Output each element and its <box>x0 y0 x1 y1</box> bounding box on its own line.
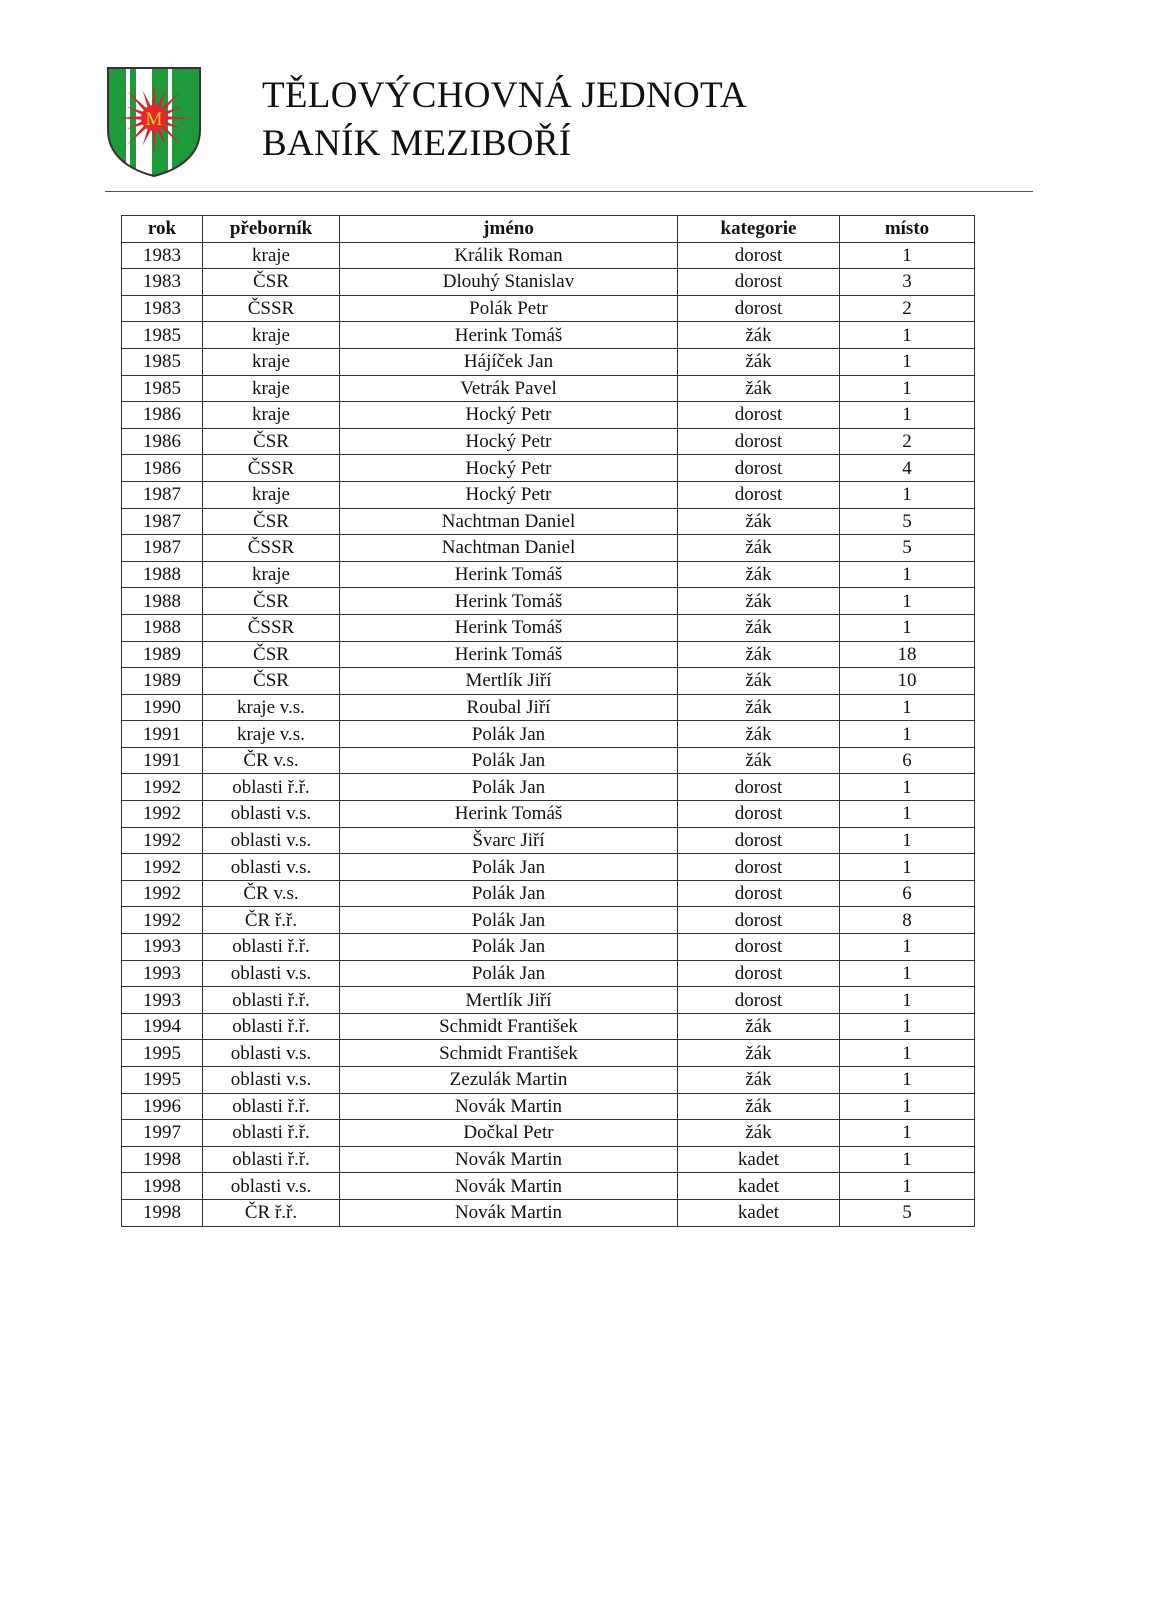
cell-prebornik: oblasti ř.ř. <box>203 774 340 801</box>
table-row <box>122 1146 975 1173</box>
cell-kategorie: dorost <box>678 987 840 1014</box>
cell-prebornik: kraje <box>203 322 340 349</box>
table-row <box>122 375 975 402</box>
table-row <box>122 1120 975 1147</box>
cell-jmeno: Polák Jan <box>340 854 678 881</box>
cell-prebornik: ČSSR <box>203 295 340 322</box>
table-row <box>122 295 975 322</box>
cell-kategorie: dorost <box>678 295 840 322</box>
table-row <box>122 535 975 562</box>
cell-misto: 1 <box>840 588 975 615</box>
table-header-row <box>122 216 975 243</box>
cell-prebornik: ČSSR <box>203 455 340 482</box>
cell-rok: 1992 <box>122 907 203 934</box>
cell-kategorie: žák <box>678 1040 840 1067</box>
cell-jmeno: Schmidt František <box>340 1040 678 1067</box>
cell-kategorie: dorost <box>678 960 840 987</box>
cell-jmeno: Hocký Petr <box>340 402 678 429</box>
table-row <box>122 774 975 801</box>
cell-prebornik: ČR v.s. <box>203 880 340 907</box>
table-row <box>122 242 975 269</box>
cell-prebornik: oblasti ř.ř. <box>203 1146 340 1173</box>
column-header-prebornik: přeborník <box>203 216 340 243</box>
cell-kategorie: dorost <box>678 854 840 881</box>
cell-jmeno: Hocký Petr <box>340 428 678 455</box>
cell-misto: 1 <box>840 561 975 588</box>
table-row <box>122 880 975 907</box>
cell-misto: 4 <box>840 455 975 482</box>
cell-misto: 1 <box>840 987 975 1014</box>
table-row <box>122 1013 975 1040</box>
cell-prebornik: oblasti ř.ř. <box>203 1120 340 1147</box>
cell-prebornik: ČSR <box>203 269 340 296</box>
cell-misto: 1 <box>840 1093 975 1120</box>
title-line-2: BANÍK MEZIBOŘÍ <box>262 123 572 164</box>
cell-misto: 3 <box>840 269 975 296</box>
cell-jmeno: Mertlík Jiří <box>340 987 678 1014</box>
cell-rok: 1994 <box>122 1013 203 1040</box>
cell-prebornik: oblasti v.s. <box>203 1067 340 1094</box>
cell-jmeno: Polák Jan <box>340 960 678 987</box>
cell-rok: 1989 <box>122 668 203 695</box>
table-row <box>122 402 975 429</box>
cell-rok: 1987 <box>122 535 203 562</box>
cell-rok: 1983 <box>122 242 203 269</box>
cell-jmeno: Polák Jan <box>340 747 678 774</box>
cell-jmeno: Schmidt František <box>340 1013 678 1040</box>
cell-misto: 18 <box>840 641 975 668</box>
table-row <box>122 481 975 508</box>
cell-misto: 1 <box>840 375 975 402</box>
table-row <box>122 987 975 1014</box>
cell-jmeno: Nachtman Daniel <box>340 535 678 562</box>
cell-kategorie: kadet <box>678 1199 840 1226</box>
cell-jmeno: Mertlík Jiří <box>340 668 678 695</box>
cell-misto: 1 <box>840 960 975 987</box>
cell-rok: 1989 <box>122 641 203 668</box>
cell-misto: 1 <box>840 774 975 801</box>
cell-jmeno: Polák Jan <box>340 880 678 907</box>
cell-misto: 1 <box>840 322 975 349</box>
cell-misto: 1 <box>840 1013 975 1040</box>
cell-kategorie: dorost <box>678 907 840 934</box>
table-row <box>122 614 975 641</box>
cell-prebornik: oblasti v.s. <box>203 1040 340 1067</box>
table-row <box>122 854 975 881</box>
page-header <box>262 72 747 168</box>
table-row <box>122 348 975 375</box>
table-row <box>122 934 975 961</box>
results-table-body <box>122 242 975 1226</box>
cell-misto: 1 <box>840 402 975 429</box>
cell-prebornik: ČSR <box>203 428 340 455</box>
cell-kategorie: žák <box>678 1120 840 1147</box>
cell-prebornik: kraje v.s. <box>203 721 340 748</box>
table-row <box>122 1173 975 1200</box>
cell-rok: 1983 <box>122 269 203 296</box>
cell-prebornik: ČSSR <box>203 535 340 562</box>
table-row <box>122 641 975 668</box>
column-header-kategorie: kategorie <box>678 216 840 243</box>
table-row <box>122 960 975 987</box>
cell-kategorie: žák <box>678 535 840 562</box>
results-table <box>121 215 975 1227</box>
cell-misto: 10 <box>840 668 975 695</box>
table-row <box>122 694 975 721</box>
cell-prebornik: ČSR <box>203 668 340 695</box>
cell-jmeno: Herink Tomáš <box>340 614 678 641</box>
cell-misto: 5 <box>840 508 975 535</box>
cell-jmeno: Hájíček Jan <box>340 348 678 375</box>
cell-jmeno: Herink Tomáš <box>340 588 678 615</box>
table-row <box>122 508 975 535</box>
cell-kategorie: kadet <box>678 1173 840 1200</box>
cell-jmeno: Herink Tomáš <box>340 561 678 588</box>
cell-prebornik: ČSR <box>203 588 340 615</box>
cell-prebornik: ČR ř.ř. <box>203 1199 340 1226</box>
cell-jmeno: Hocký Petr <box>340 455 678 482</box>
cell-prebornik: kraje <box>203 242 340 269</box>
cell-misto: 6 <box>840 880 975 907</box>
cell-rok: 1987 <box>122 508 203 535</box>
cell-prebornik: kraje <box>203 375 340 402</box>
cell-rok: 1993 <box>122 934 203 961</box>
table-row <box>122 1199 975 1226</box>
table-row <box>122 721 975 748</box>
cell-rok: 1998 <box>122 1173 203 1200</box>
cell-jmeno: Králik Roman <box>340 242 678 269</box>
cell-misto: 1 <box>840 1040 975 1067</box>
cell-rok: 1987 <box>122 481 203 508</box>
cell-jmeno: Polák Jan <box>340 721 678 748</box>
table-row <box>122 907 975 934</box>
cell-prebornik: oblasti v.s. <box>203 1173 340 1200</box>
cell-kategorie: dorost <box>678 428 840 455</box>
cell-jmeno: Polák Jan <box>340 907 678 934</box>
cell-misto: 5 <box>840 1199 975 1226</box>
cell-rok: 1983 <box>122 295 203 322</box>
cell-prebornik: oblasti ř.ř. <box>203 987 340 1014</box>
cell-rok: 1985 <box>122 322 203 349</box>
cell-kategorie: žák <box>678 1093 840 1120</box>
club-coat-of-arms-logo <box>106 66 202 178</box>
cell-misto: 1 <box>840 854 975 881</box>
cell-rok: 1995 <box>122 1040 203 1067</box>
cell-prebornik: oblasti ř.ř. <box>203 1013 340 1040</box>
cell-kategorie: dorost <box>678 880 840 907</box>
cell-kategorie: žák <box>678 1013 840 1040</box>
cell-misto: 1 <box>840 1120 975 1147</box>
cell-rok: 1986 <box>122 428 203 455</box>
cell-jmeno: Roubal Jiří <box>340 694 678 721</box>
cell-jmeno: Novák Martin <box>340 1199 678 1226</box>
cell-rok: 1991 <box>122 747 203 774</box>
cell-rok: 1986 <box>122 455 203 482</box>
cell-prebornik: ČR ř.ř. <box>203 907 340 934</box>
cell-misto: 5 <box>840 535 975 562</box>
table-row <box>122 668 975 695</box>
cell-kategorie: žák <box>678 721 840 748</box>
cell-jmeno: Zezulák Martin <box>340 1067 678 1094</box>
table-row <box>122 322 975 349</box>
cell-rok: 1992 <box>122 854 203 881</box>
cell-kategorie: žák <box>678 375 840 402</box>
cell-prebornik: kraje <box>203 481 340 508</box>
cell-rok: 1985 <box>122 375 203 402</box>
title-line-1: TĚLOVÝCHOVNÁ JEDNOTA <box>262 75 748 116</box>
cell-jmeno: Herink Tomáš <box>340 801 678 828</box>
table-row <box>122 801 975 828</box>
cell-rok: 1992 <box>122 880 203 907</box>
cell-misto: 1 <box>840 348 975 375</box>
cell-kategorie: žák <box>678 1067 840 1094</box>
cell-rok: 1995 <box>122 1067 203 1094</box>
cell-prebornik: kraje <box>203 402 340 429</box>
cell-jmeno: Novák Martin <box>340 1146 678 1173</box>
cell-rok: 1991 <box>122 721 203 748</box>
table-row <box>122 588 975 615</box>
table-row <box>122 827 975 854</box>
cell-kategorie: dorost <box>678 455 840 482</box>
cell-kategorie: dorost <box>678 934 840 961</box>
cell-kategorie: žák <box>678 694 840 721</box>
cell-prebornik: oblasti v.s. <box>203 854 340 881</box>
table-row <box>122 1067 975 1094</box>
column-header-jmeno: jméno <box>340 216 678 243</box>
cell-prebornik: oblasti ř.ř. <box>203 934 340 961</box>
cell-jmeno: Nachtman Daniel <box>340 508 678 535</box>
cell-jmeno: Dočkal Petr <box>340 1120 678 1147</box>
cell-rok: 1998 <box>122 1199 203 1226</box>
cell-kategorie: žák <box>678 561 840 588</box>
cell-kategorie: dorost <box>678 774 840 801</box>
table-row <box>122 1093 975 1120</box>
column-header-rok: rok <box>122 216 203 243</box>
cell-jmeno: Vetrák Pavel <box>340 375 678 402</box>
cell-prebornik: ČSR <box>203 641 340 668</box>
cell-misto: 6 <box>840 747 975 774</box>
cell-prebornik: oblasti v.s. <box>203 801 340 828</box>
table-row <box>122 428 975 455</box>
cell-jmeno: Herink Tomáš <box>340 641 678 668</box>
table-row <box>122 747 975 774</box>
cell-prebornik: kraje <box>203 561 340 588</box>
logo-letter: M <box>145 109 163 130</box>
cell-prebornik: kraje <box>203 348 340 375</box>
cell-kategorie: dorost <box>678 269 840 296</box>
cell-kategorie: dorost <box>678 242 840 269</box>
cell-kategorie: žák <box>678 747 840 774</box>
cell-rok: 1993 <box>122 987 203 1014</box>
cell-rok: 1997 <box>122 1120 203 1147</box>
cell-prebornik: ČSSR <box>203 614 340 641</box>
cell-rok: 1988 <box>122 561 203 588</box>
cell-prebornik: ČSR <box>203 508 340 535</box>
cell-jmeno: Polák Petr <box>340 295 678 322</box>
cell-misto: 1 <box>840 721 975 748</box>
cell-misto: 1 <box>840 481 975 508</box>
cell-rok: 1998 <box>122 1146 203 1173</box>
cell-jmeno: Švarc Jiří <box>340 827 678 854</box>
cell-rok: 1988 <box>122 588 203 615</box>
cell-rok: 1985 <box>122 348 203 375</box>
cell-jmeno: Novák Martin <box>340 1173 678 1200</box>
cell-misto: 1 <box>840 242 975 269</box>
cell-rok: 1986 <box>122 402 203 429</box>
cell-misto: 1 <box>840 827 975 854</box>
cell-misto: 1 <box>840 1173 975 1200</box>
cell-kategorie: žák <box>678 614 840 641</box>
cell-rok: 1990 <box>122 694 203 721</box>
cell-kategorie: žák <box>678 588 840 615</box>
cell-prebornik: ČR v.s. <box>203 747 340 774</box>
cell-kategorie: žák <box>678 641 840 668</box>
cell-misto: 1 <box>840 801 975 828</box>
cell-prebornik: kraje v.s. <box>203 694 340 721</box>
cell-kategorie: dorost <box>678 801 840 828</box>
cell-kategorie: žák <box>678 348 840 375</box>
cell-kategorie: žák <box>678 322 840 349</box>
cell-misto: 1 <box>840 694 975 721</box>
cell-kategorie: žák <box>678 508 840 535</box>
cell-rok: 1988 <box>122 614 203 641</box>
cell-prebornik: oblasti ř.ř. <box>203 1093 340 1120</box>
cell-rok: 1992 <box>122 801 203 828</box>
cell-jmeno: Hocký Petr <box>340 481 678 508</box>
cell-jmeno: Polák Jan <box>340 934 678 961</box>
cell-prebornik: oblasti v.s. <box>203 960 340 987</box>
cell-rok: 1992 <box>122 827 203 854</box>
cell-rok: 1993 <box>122 960 203 987</box>
table-row <box>122 561 975 588</box>
cell-jmeno: Polák Jan <box>340 774 678 801</box>
table-row <box>122 269 975 296</box>
cell-jmeno: Herink Tomáš <box>340 322 678 349</box>
header-divider <box>105 191 1033 192</box>
cell-jmeno: Dlouhý Stanislav <box>340 269 678 296</box>
cell-kategorie: dorost <box>678 827 840 854</box>
table-row <box>122 455 975 482</box>
table-row <box>122 1040 975 1067</box>
cell-kategorie: dorost <box>678 481 840 508</box>
cell-kategorie: žák <box>678 668 840 695</box>
cell-kategorie: kadet <box>678 1146 840 1173</box>
cell-misto: 1 <box>840 934 975 961</box>
cell-prebornik: oblasti v.s. <box>203 827 340 854</box>
cell-misto: 2 <box>840 295 975 322</box>
cell-misto: 1 <box>840 1146 975 1173</box>
cell-rok: 1992 <box>122 774 203 801</box>
cell-misto: 1 <box>840 1067 975 1094</box>
cell-kategorie: dorost <box>678 402 840 429</box>
cell-jmeno: Novák Martin <box>340 1093 678 1120</box>
cell-rok: 1996 <box>122 1093 203 1120</box>
cell-misto: 2 <box>840 428 975 455</box>
cell-misto: 1 <box>840 614 975 641</box>
cell-misto: 8 <box>840 907 975 934</box>
column-header-misto: místo <box>840 216 975 243</box>
